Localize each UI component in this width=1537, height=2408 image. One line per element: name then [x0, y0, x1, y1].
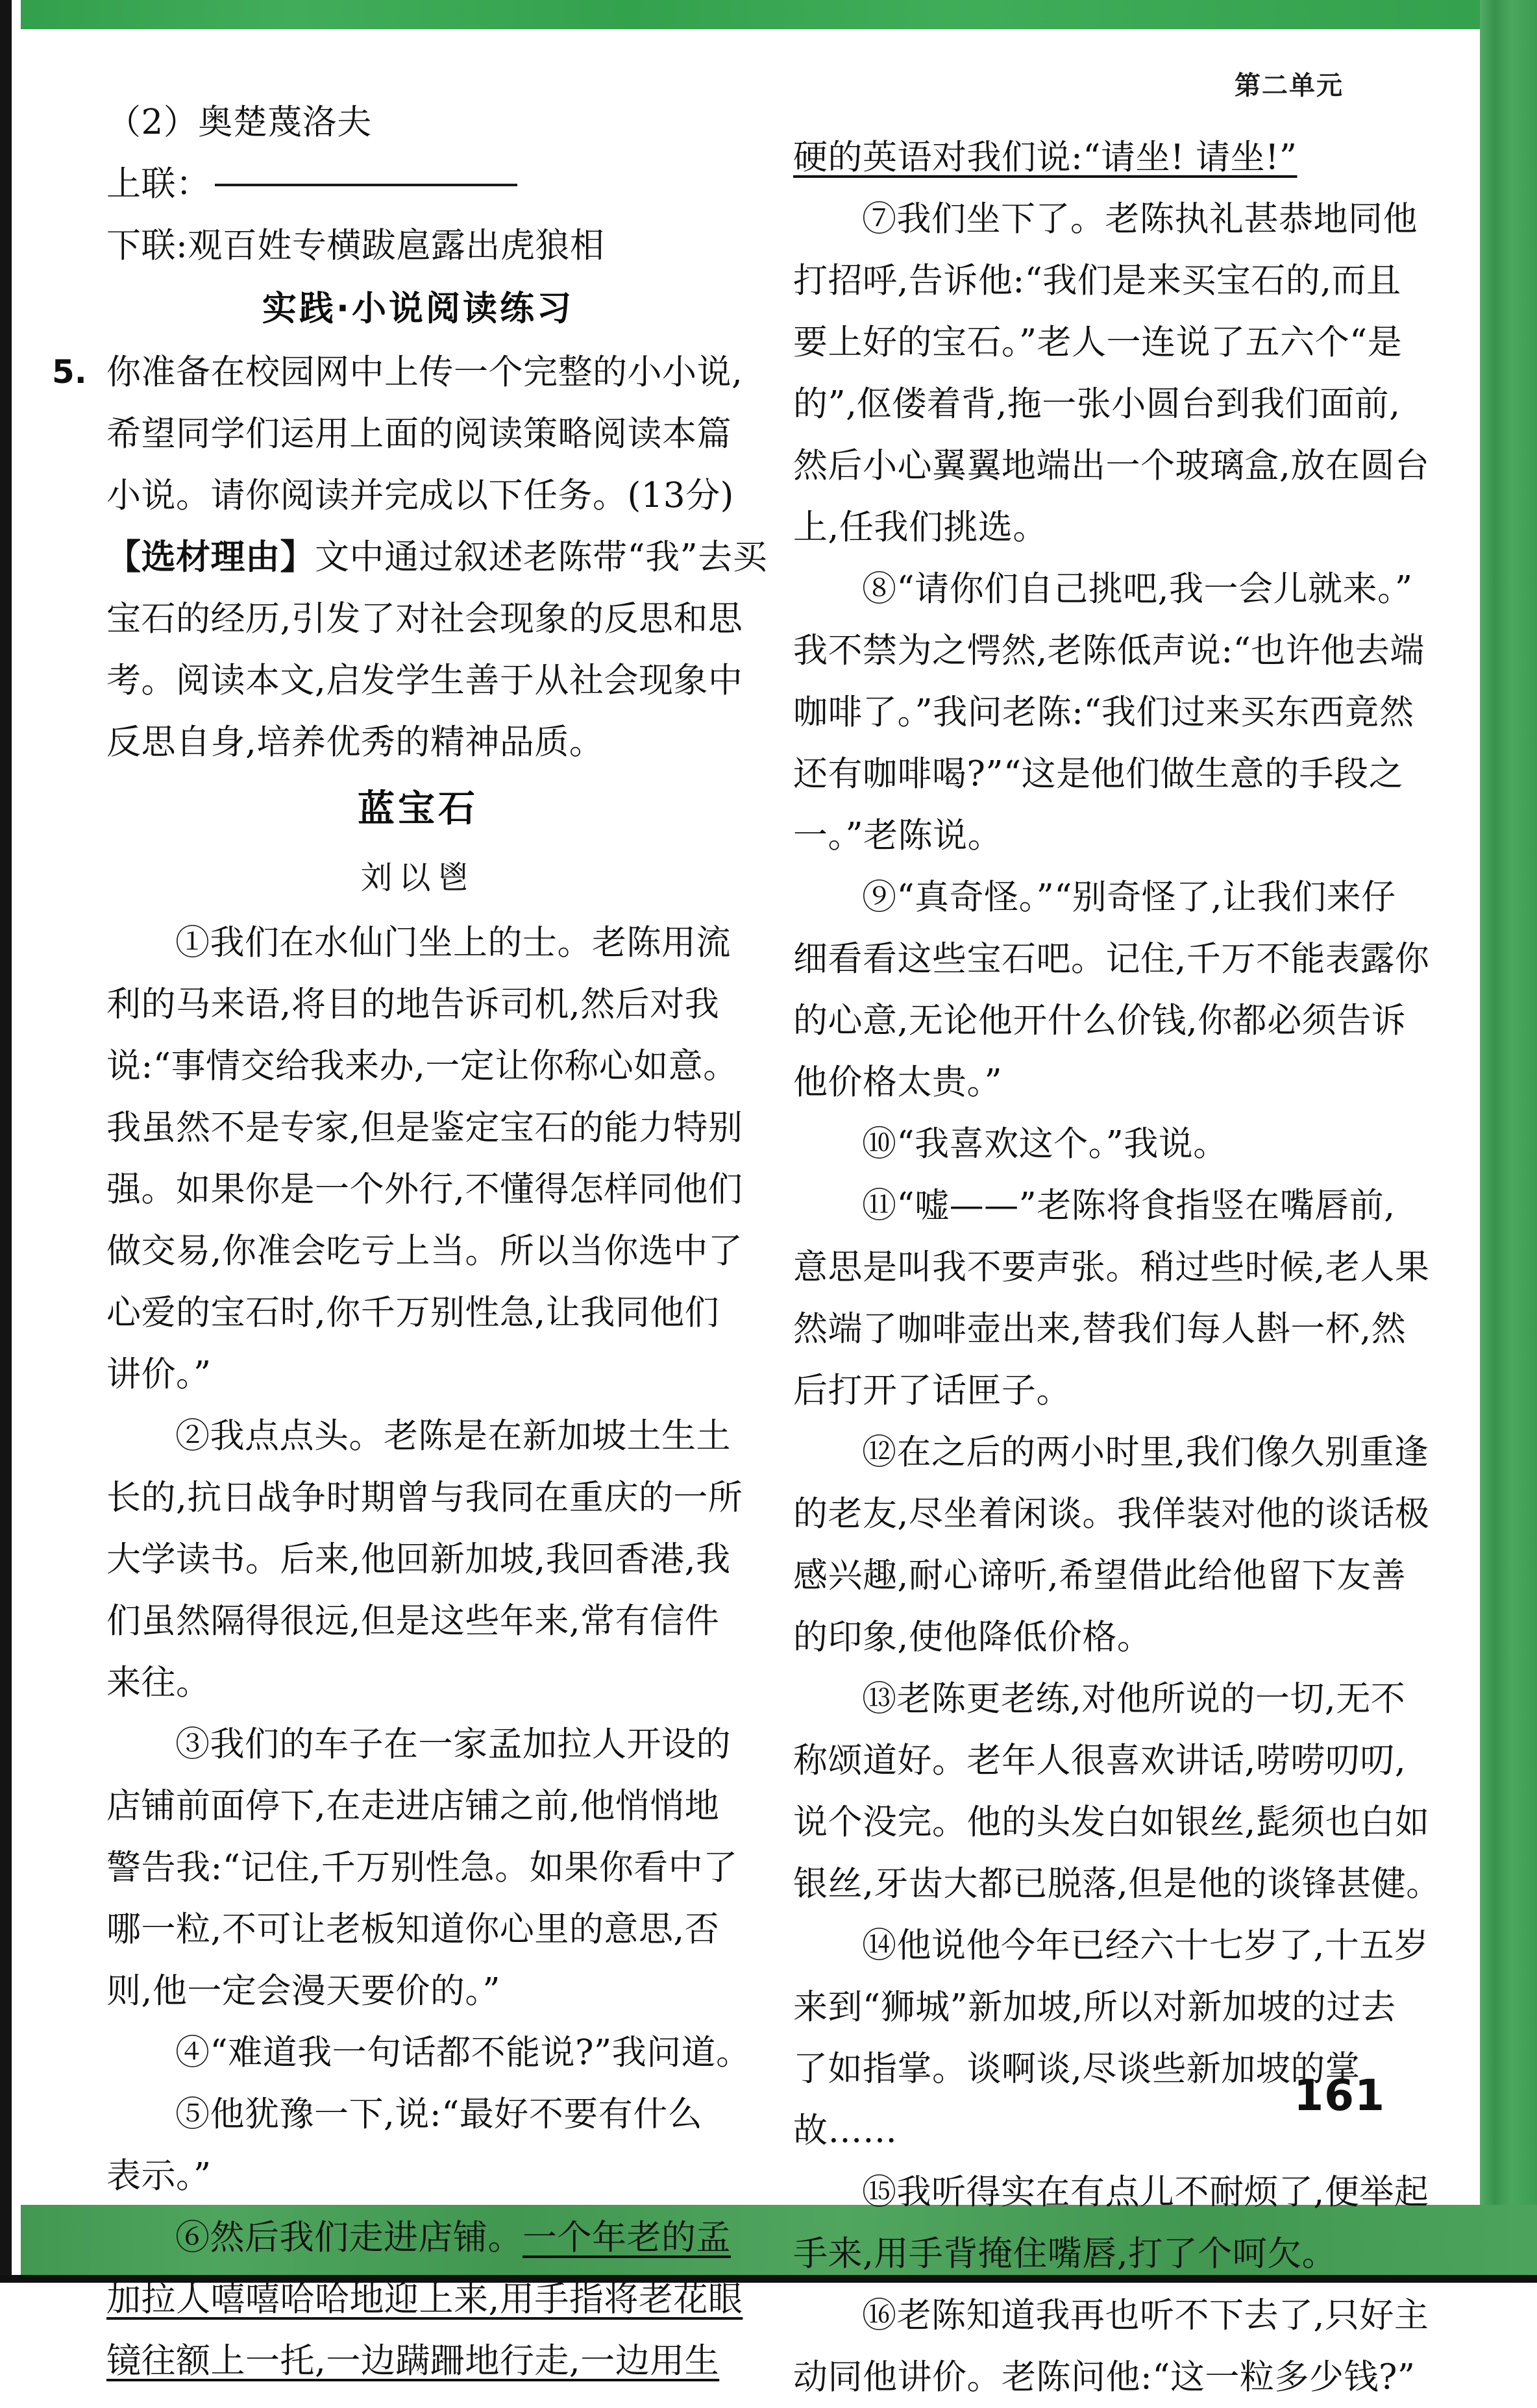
story-line: ⑩“我喜欢这个。”我说。 [862, 1124, 1228, 1164]
underlined-passage-line: 加拉人嘻嘻哈哈地迎上来,用手指将老花眼 [106, 2279, 743, 2319]
green-band-right [1480, 0, 1537, 2283]
story-line: 的”,伛偻着背,拖一张小圆台到我们面前, [793, 384, 1401, 424]
story-line: 上,任我们挑选。 [793, 508, 1048, 547]
story-line: 则,他一定会漫天要价的。” [106, 1971, 500, 2011]
green-band-top [19, 0, 1537, 29]
story-line: 后打开了话匣子。 [793, 1371, 1071, 1410]
story-line: 说个没完。他的头发白如银丝,髭须也白如 [793, 1802, 1430, 1842]
story-line: 哪一粒,不可让老板知道你心里的意思,否 [106, 1910, 720, 1949]
story-line: 讲价。” [106, 1355, 212, 1394]
couplet-upper-label: 上联： [106, 164, 211, 204]
story-line: 做交易,你准会吃亏上当。所以当你选中了 [106, 1231, 743, 1271]
story-line: 要上好的宝石。”老人一连说了五六个“是 [793, 323, 1403, 362]
underlined-passage-line: 硬的英语对我们说:“请坐! 请坐!” [793, 138, 1297, 177]
couplet-upper-row [106, 153, 730, 215]
story-line: 表示。” [106, 2156, 212, 2196]
page-number: 161 [1294, 2070, 1385, 2120]
rationale-line: 宝石的经历,引发了对社会现象的反思和思 [106, 599, 743, 639]
story-line: 动同他讲价。老陈问他:“这一粒多少钱?” [793, 2357, 1416, 2397]
question-line: 你准备在校园网中上传一个完整的小小说, [106, 352, 743, 392]
question-5 [52, 341, 743, 526]
story-line: 细看看这些宝石吧。记住,千万不能表露你 [793, 939, 1430, 979]
couplet-item-label: （2）奥楚蔑洛夫 [106, 103, 372, 142]
running-header-unit: 第二单元 [1235, 71, 1344, 101]
story-line: 我不禁为之愕然,老陈低声说:“也许他去端 [793, 631, 1425, 670]
story-line: 手来,用手背掩住嘴唇,打了个呵欠。 [793, 2234, 1337, 2274]
story-line: 来往。 [106, 1663, 211, 1702]
story-line: ⑯老陈知道我再也听不下去了,只好主 [862, 2296, 1429, 2335]
story-line: 故…… [793, 2111, 898, 2150]
rationale-label: 【选材理由】 [106, 537, 315, 577]
story-line: 然后小心翼翼地端出一个玻璃盒,放在圆台 [793, 446, 1430, 485]
two-column-body [21, 29, 1480, 2397]
question-line: 希望同学们运用上面的阅读策略阅读本篇 [106, 414, 732, 454]
story-line: ⑮我听得实在有点儿不耐烦了,便举起 [862, 2172, 1429, 2212]
story-line: 长的,抗日战争时期曾与我同在重庆的一所 [106, 1478, 743, 1517]
couplet-upper-answer-blank[interactable] [215, 184, 517, 186]
story-line-plain: ⑥然后我们走进店铺。 [175, 2218, 523, 2257]
story-line: 大学读书。后来,他回新加坡,我回香港,我 [106, 1540, 731, 1579]
right-column [793, 127, 1441, 2408]
story-line: 来到“狮城”新加坡,所以对新加坡的过去 [793, 1987, 1396, 2027]
story-line: ⑪“嘘——”老陈将食指竖在嘴唇前, [862, 1186, 1396, 1225]
story-line: 的老友,尽坐着闲谈。我佯装对他的谈话极 [793, 1494, 1430, 1534]
page-edge-left-inner [12, 0, 21, 2283]
story-line: 称颂道好。老年人很喜欢讲话,唠唠叨叨, [793, 1741, 1407, 1780]
story-line: ⑫在之后的两小时里,我们像久别重逢 [862, 1432, 1429, 1472]
story-line: 还有咖啡喝?”“这是他们做生意的手段之 [793, 754, 1404, 794]
story-line: 我虽然不是专家,但是鉴定宝石的能力特别 [106, 1108, 743, 1148]
rationale-line: 考。阅读本文,启发学生善于从社会现象中 [106, 661, 743, 700]
rationale-first-line-rest: 文中通过叙述老陈带“我”去买 [315, 537, 768, 577]
story-line: 店铺前面停下,在走进店铺之前,他悄悄地 [106, 1786, 720, 1826]
story-line: ①我们在水仙门坐上的士。老陈用流 [175, 923, 731, 963]
story-line: 一。”老陈说。 [793, 816, 1003, 855]
story-line: ⑬老陈更老练,对他所说的一切,无不 [862, 1679, 1406, 1719]
underlined-passage-line: 镜往额上一托,一边蹒跚地行走,一边用生 [106, 2341, 720, 2381]
story-author: 刘以鬯 [360, 859, 476, 896]
story-line: ⑤他犹豫一下,说:“最好不要有什么 [175, 2095, 703, 2134]
story-line: ⑦我们坐下了。老陈执礼甚恭地同他 [862, 199, 1418, 239]
story-line: 意思是叫我不要声张。稍过些时候,老人果 [793, 1247, 1430, 1287]
story-line: ③我们的车子在一家孟加拉人开设的 [175, 1725, 731, 1764]
question-line: 小说。请你阅读并完成以下任务。(13分) [106, 476, 734, 515]
story-line: 警告我:“记住,千万别性急。如果你看中了 [106, 1848, 738, 1887]
story-line: 的心意,无论他开什么价钱,你都必须告诉 [793, 1001, 1407, 1040]
story-line: 打招呼,告诉他:“我们是来买宝石的,而且 [793, 261, 1401, 301]
story-line: 他价格太贵。” [793, 1063, 1003, 1102]
story-line: 了如指掌。谈啊谈,尽谈些新加坡的掌 [793, 2049, 1360, 2089]
story-line [106, 2207, 730, 2268]
story-line: 说:“事情交给我来办,一定让你称心如意。 [106, 1046, 738, 1086]
story-line: 咖啡了。”我问老陈:“我们过来买东西竟然 [793, 693, 1414, 732]
story-line: 银丝,牙齿大都已脱落,但是他的谈锋甚健。 [793, 1864, 1441, 1904]
story-line: 感兴趣,耐心谛听,希望借此给他留下友善 [793, 1556, 1407, 1595]
story-line: 然端了咖啡壶出来,替我们每人斟一杯,然 [793, 1309, 1407, 1349]
story-line: 强。如果你是一个外行,不懂得怎样同他们 [106, 1170, 743, 1209]
story-line: ②我点点头。老陈是在新加坡土生土 [175, 1416, 731, 1456]
rationale-first-line [106, 526, 768, 588]
section-heading: 实践·小说阅读练习 [262, 289, 574, 328]
story-line: ④“难道我一句话都不能说?”我问道。 [175, 2033, 751, 2072]
story-line: 的印象,使他降低价格。 [793, 1617, 1152, 1657]
story-line: 利的马来语,将目的地告诉司机,然后对我 [106, 985, 720, 1024]
story-line: 心爱的宝石时,你千万别性急,让我同他们 [106, 1293, 720, 1333]
left-column [52, 92, 768, 2392]
page-sheet [21, 29, 1480, 2397]
story-line: ⑭他说他今年已经六十七岁了,十五岁 [862, 1926, 1429, 1965]
underlined-passage-start: 一个年老的孟 [523, 2218, 731, 2257]
rationale-line: 反思自身,培养优秀的精神品质。 [106, 722, 604, 762]
question-number: 5. [52, 353, 87, 391]
story-line: ⑧“请你们自己挑吧,我一会儿就来。” [862, 569, 1413, 609]
couplet-lower-line: 下联:观百姓专横跋扈露出虎狼相 [106, 226, 605, 265]
story-line: ⑨“真奇怪。”“别奇怪了,让我们来仔 [862, 878, 1396, 917]
story-title: 蓝宝石 [358, 787, 478, 830]
story-line: 们虽然隔得很远,但是这些年来,常有信件 [106, 1601, 720, 1641]
page-edge-left [0, 0, 12, 2283]
